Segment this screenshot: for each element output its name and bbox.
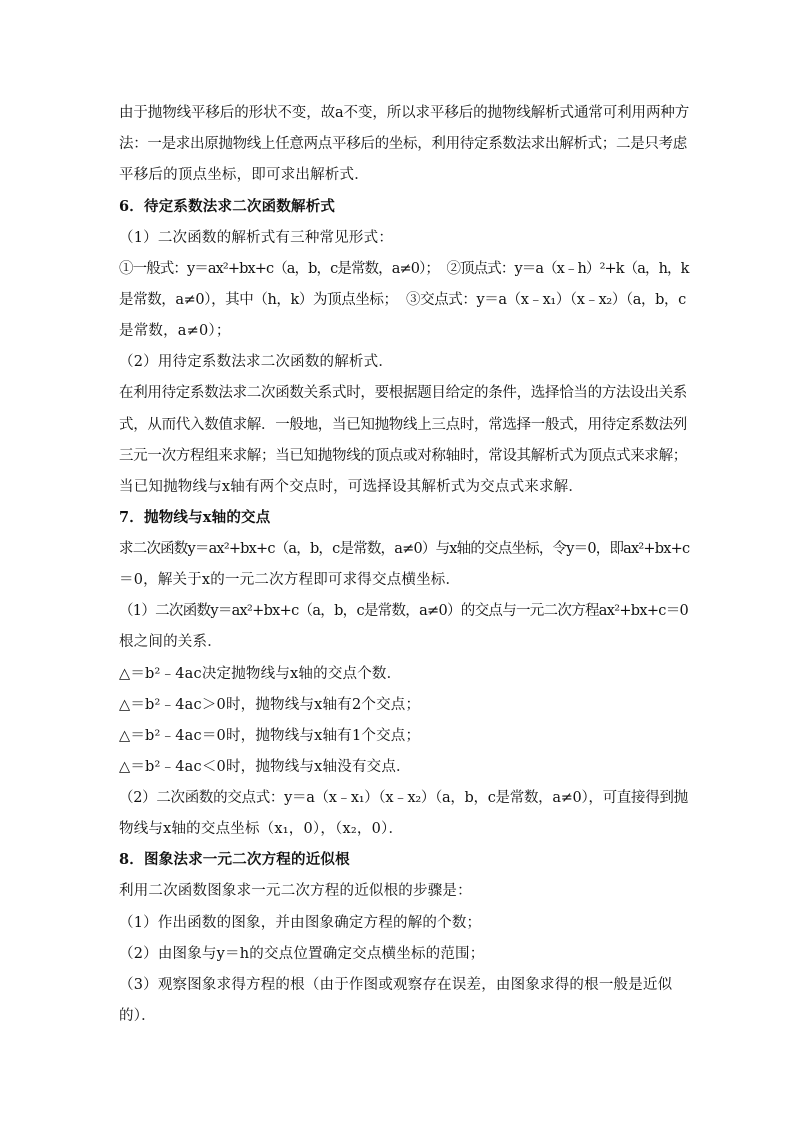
text-line: （2）二次函数的交点式：y＝a（x﹣x₁）（x﹣x₂）（a，b，c是常数，a≠0），可直接得到抛 (119, 790, 688, 806)
text-line: （2）由图象与y＝h的交点位置确定交点横坐标的范围； (119, 946, 485, 962)
text-line: 是常数，a≠0）； (119, 323, 231, 339)
text-line: （1）作出函数的图象，并由图象确定方程的解的个数； (119, 915, 482, 931)
section-heading: 6．待定系数法求二次函数解析式 (119, 198, 336, 215)
text-line: 当已知抛物线与x轴有两个交点时，可选择设其解析式为交点式来求解． (119, 479, 584, 495)
text-line: （1）二次函数的解析式有三种常见形式： (119, 230, 394, 246)
text-line: 在利用待定系数法求二次函数关系式时，要根据题目给定的条件，选择恰当的方法设出关系 (119, 385, 687, 401)
text-line: △＝b²﹣4ac决定抛物线与x轴的交点个数． (119, 666, 402, 682)
text-line: （2）用待定系数法求二次函数的解析式． (119, 354, 394, 370)
text-line: 根之间的关系． (119, 634, 222, 650)
text-line: 是常数，a≠0），其中（h，k）为顶点坐标； ③交点式：y＝a（x﹣x₁）（x﹣x₂）（a，b，c (119, 292, 686, 308)
text-line: 求二次函数y＝ax²+bx+c（a，b，c是常数，a≠0）与x轴的交点坐标，令y＝0，即ax²+bx+c (119, 541, 690, 557)
text-line: 由于抛物线平移后的形状不变，故a不变，所以求平移后的抛物线解析式通常可利用两种方 (119, 105, 690, 121)
text-line: 式，从而代入数值求解．一般地，当已知抛物线上三点时，常选择一般式，用待定系数法列 (119, 417, 687, 433)
text-line: 法：一是求出原抛物线上任意两点平移后的坐标，利用待定系数法求出解析式；二是只考虑 (119, 136, 687, 152)
text-line: 利用二次函数图象求一元二次方程的近似根的步骤是： (119, 883, 472, 899)
text-line: ①一般式：y＝ax²+bx+c（a，b，c是常数，a≠0）； ②顶点式：y＝a（x﹣h）²+k（a，h，k (119, 261, 689, 277)
text-line: ＝0，解关于x的一元二次方程即可求得交点横坐标． (119, 572, 461, 588)
text-line: 三元一次方程组来求解；当已知抛物线的顶点或对称轴时，常设其解析式为顶点式来求解； (119, 448, 687, 464)
text-line: △＝b²﹣4ac＝0时，抛物线与x轴有1个交点； (119, 728, 421, 744)
section-heading: 8．图象法求一元二次方程的近似根 (119, 851, 350, 868)
text-line: △＝b²﹣4ac＜0时，抛物线与x轴没有交点． (119, 759, 411, 775)
section-heading: 7．抛物线与x轴的交点 (119, 509, 271, 526)
text-line: △＝b²﹣4ac＞0时，抛物线与x轴有2个交点； (119, 697, 421, 713)
text-line: （1）二次函数y＝ax²+bx+c（a，b，c是常数，a≠0）的交点与一元二次方程ax²+bx+c＝0 (119, 603, 689, 619)
text-line: （3）观察图象求得方程的根（由于作图或观察存在误差，由图象求得的根一般是近似 (119, 977, 673, 993)
text-line: 的）． (119, 1008, 156, 1024)
text-line: 平移后的顶点坐标，即可求出解析式． (119, 167, 369, 183)
text-line: 物线与x轴的交点坐标（x₁，0），（x₂，0）． (119, 821, 404, 837)
